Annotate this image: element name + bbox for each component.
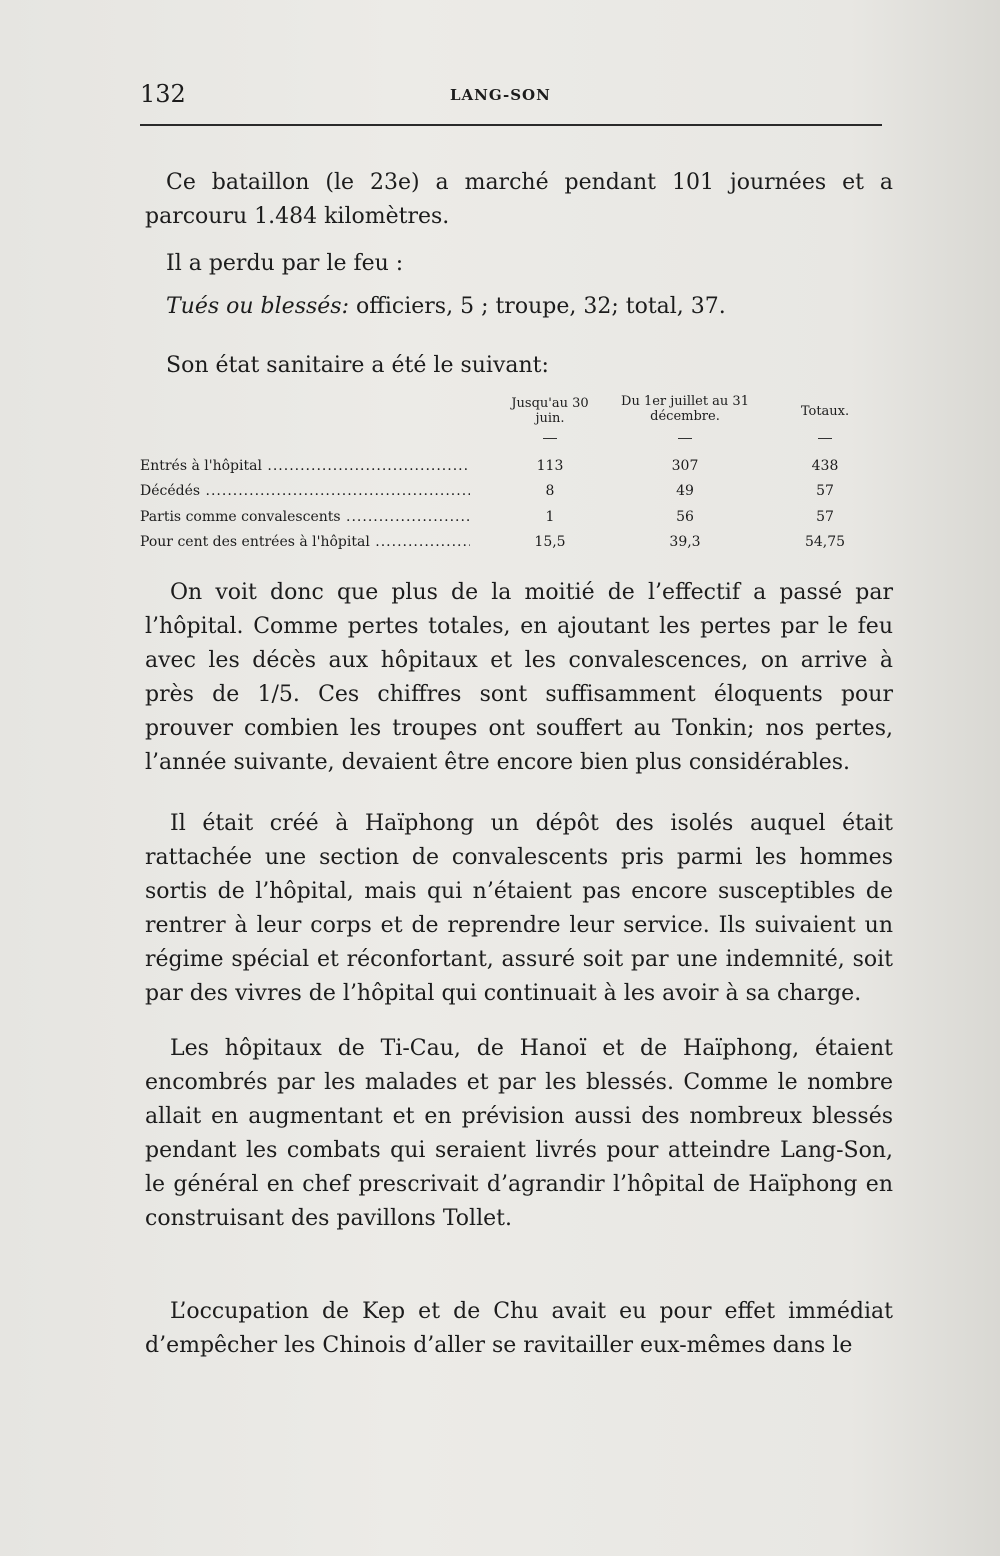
row-label: Pour cent des entrées à l'hôpital ..... [140,534,470,550]
row-label: Décédés ..... [140,483,470,499]
row-value-col1: 1 [545,509,555,525]
table-row [140,483,900,505]
paragraph-4: Son état sanitaire a été le suivant: [166,353,549,378]
paragraph-7: Les hôpitaux de Ti-Cau, de Hanoï et de Haïphong, étaient encombrés par les malades et par les blessés. Comme le nombre allait en augmentant et en prévision aussi des nombreux blessés pendant les combats qui seraient livrés pour atteindre Lang-Son, le général en chef prescrivait d’agrandir l’hôpital de Haïphong en construisant des pavillons Tollet. [145,1036,893,1231]
table-header-col3: Totaux. [800,404,850,419]
paragraph-2: Il a perdu par le feu : [166,251,404,276]
paragraph-6: Il était créé à Haïphong un dépôt des isolés auquel était rattachée une section de convalescents pris parmi les hommes sortis de l’hôpital, mais qui n’étaient pas encore susceptibles de rentrer à leur corps et de reprendre leur service. Ils suivaient un régime spécial et réconfortant, assuré soit par une indemnité, soit par des vivres de l’hôpital qui continuait à les avoir à sa charge. [145,811,893,1006]
paragraph-5: On voit donc que plus de la moitié de l’effectif a passé par l’hôpital. Comme pertes totales, en ajoutant les pertes par le feu avec les décès aux hôpitaux et les convalescences, on arrive à près de 1/5. Ces chiffres sont suffisamment éloquents pour prouver combien les troupes ont souffert au Tonkin; nos pertes, l’année suivante, devaient être encore bien plus considérables. [145,580,893,775]
table-header-dash [818,438,832,439]
table-header-col2: Du 1er juillet au 31 décembre. [621,394,749,424]
row-value-col2: 49 [676,483,694,499]
row-value-col2: 307 [671,458,699,474]
paragraph-8: L’occupation de Kep et de Chu avait eu pour effet immédiat d’empêcher les Chinois d’aller se ravitailler eux-mêmes dans le [145,1299,893,1358]
table-header-dash [543,438,557,439]
row-value-col3: 57 [816,509,834,525]
row-value-col2: 56 [676,509,694,525]
paragraph-3-italic: Tués ou blessés: [166,294,349,319]
row-value-col3: 57 [816,483,834,499]
row-value-col3: 438 [811,458,839,474]
paragraph-3 [166,290,886,324]
page-number: 132 [140,80,186,108]
row-label: Partis comme convalescents ..... [140,509,470,525]
running-head: LANG-SON [450,86,551,104]
header-rule [140,124,882,126]
row-label: Entrés à l'hôpital ..... [140,458,470,474]
table-row [140,534,900,556]
row-value-col1: 15,5 [534,534,566,550]
row-value-col1: 113 [536,458,564,474]
row-value-col3: 54,75 [804,534,846,550]
table-header-dash [678,438,692,439]
table-row [140,458,900,480]
page-header [140,80,880,114]
row-value-col1: 8 [545,483,555,499]
paragraph-3-rest: officiers, 5 ; troupe, 32; total, 37. [349,294,726,319]
row-value-col2: 39,3 [669,534,701,550]
paragraph-1: Ce bataillon (le 23e) a marché pendant 101 journées et a parcouru 1.484 kilomètres. [145,170,893,229]
table-header-col1: Jusqu'au 30 juin. [511,396,589,426]
table-row [140,509,900,531]
